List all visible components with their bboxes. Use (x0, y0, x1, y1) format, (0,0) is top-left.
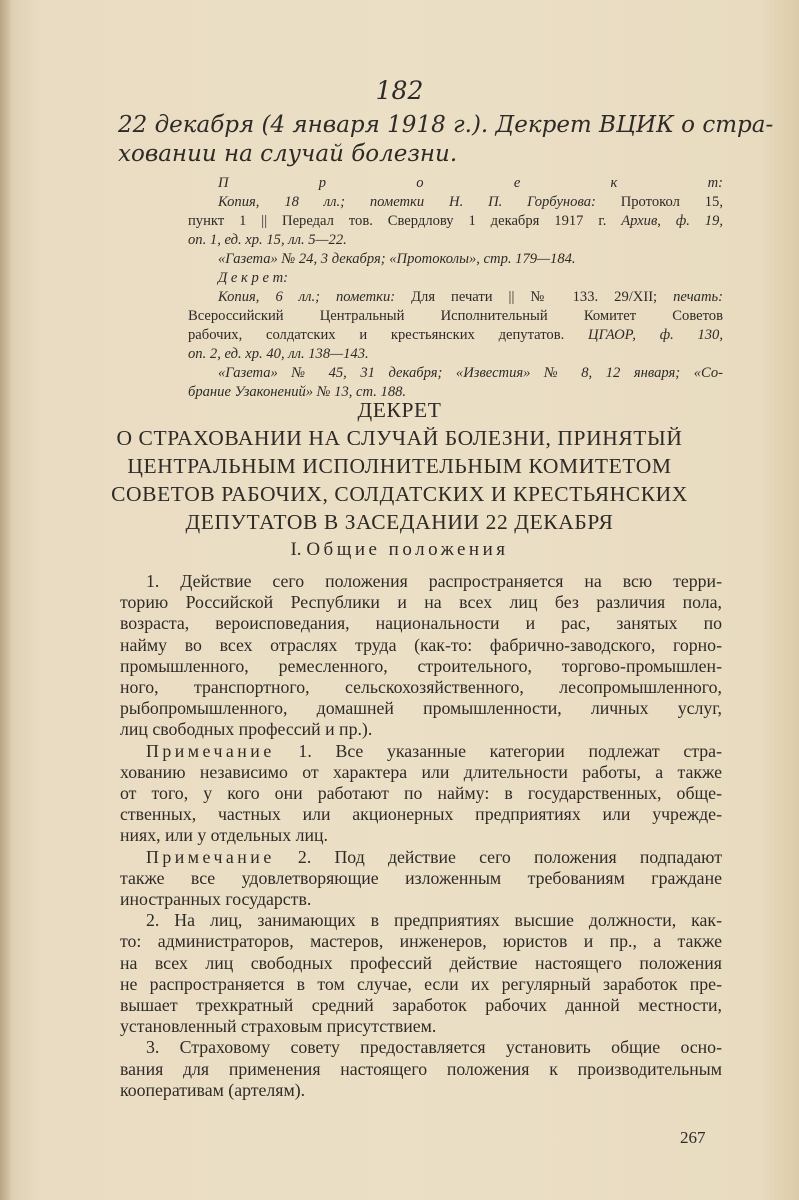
reference-text: пункт 1 || Передал тов. Свердлову 1 декабря 1917 г. (188, 213, 622, 229)
line-text: найму во всех отраслях труда (как-то: фабрично-заводского, горно- (120, 634, 722, 655)
reference-text: Д е к р е т: (218, 270, 289, 286)
line-text: вания для применения настоящего положения к производительным (120, 1058, 722, 1079)
reference-text: Всероссийский Центральный Исполнительный Комитет Советов (188, 308, 723, 324)
line-text: 1. Все указанные категории подлежат стра- (274, 740, 722, 761)
text-line (120, 762, 722, 783)
reference-text: печать: (673, 289, 723, 305)
reference-text: оп. 2, ед. хр. 40, лл. 138—143. (188, 346, 369, 362)
text-line (120, 677, 722, 698)
heading-line: ховании на случай болезни. (118, 141, 458, 167)
line-text: 2. На лиц, занимающих в предприятиях высшие должности, как- (146, 910, 722, 931)
line-text: иностранных государств. (120, 889, 312, 910)
reference-line (188, 345, 723, 364)
line-text: ниях, или у отдельных лиц. (120, 825, 328, 846)
reference-line (188, 307, 723, 326)
text-line (120, 931, 722, 952)
text-line (120, 592, 722, 613)
page-number: 267 (680, 1128, 706, 1147)
line-text: вышает трехкратный средний заработок рабочих данной местности, (120, 995, 722, 1016)
reference-text: П р о е к т: (218, 175, 723, 191)
archival-references (188, 174, 723, 402)
document-number: 182 (375, 76, 424, 105)
text-line (120, 995, 722, 1016)
note-label: Примечание (146, 846, 275, 867)
text-line (120, 719, 722, 740)
section-number: I. (290, 539, 307, 560)
reference-text: оп. 1, ед. хр. 15, лл. 5—22. (188, 232, 347, 248)
decree-body (120, 571, 722, 1101)
line-text: промышленного, ремесленного, строительного, торгово-промышлен- (120, 655, 722, 676)
article-paragraph (120, 571, 722, 741)
line-text: лиц свободных профессий и пр.). (120, 719, 373, 740)
reference-line (188, 364, 723, 383)
reference-text: брание Узаконений» № 13, ст. 188. (188, 384, 407, 400)
line-text: 3. Страховому совету предоставляется установить общие осно- (146, 1037, 722, 1058)
document-heading (118, 111, 774, 169)
reference-line (188, 326, 723, 345)
reference-line (188, 174, 723, 193)
reference-text: рабочих, солдатских и крестьянских депутатов. (188, 327, 589, 343)
reference-line (188, 288, 723, 307)
text-line (120, 571, 722, 592)
text-line (120, 868, 722, 889)
line-text: также все удовлетворяющие изложенным требованиям граждане (120, 867, 722, 888)
text-line (120, 1037, 722, 1058)
line-text: не распространяется в том случае, если их регулярный заработок пре- (120, 973, 722, 994)
text-line (120, 825, 722, 846)
text-line (120, 804, 722, 825)
reference-text: «Газета» № 24, 3 декабря; «Протоколы», стр. 179—184. (218, 251, 576, 267)
note-label: Примечание (146, 740, 275, 761)
reference-text: «Газета» № 45, 31 декабря; «Известия» № 8, 12 января; «Со- (218, 365, 723, 381)
text-line (120, 910, 722, 931)
line-text: ного, транспортного, сельскохозяйственного, лесопромышленного, (120, 677, 722, 698)
note-paragraph (120, 741, 722, 847)
reference-line (188, 269, 723, 288)
text-line (120, 1016, 722, 1037)
line-text: рыбопромышленного, домашней промышленности, личных услуг, (120, 698, 722, 719)
line-text: возраста, вероисповедания, национальности и рас, занятых по (120, 613, 722, 634)
reference-text: Архив, ф. 19, (621, 213, 723, 229)
reference-text: ЦГАОР, ф. 130, (588, 327, 724, 343)
line-text: 1. Действие сего положения распространяется на всю терри- (146, 571, 722, 591)
line-text: на всех лиц свободных профессий действие настоящего положения (120, 952, 722, 973)
reference-line (188, 250, 723, 269)
article-paragraph (120, 910, 722, 1037)
note-paragraph (120, 847, 722, 911)
line-text: то: администраторов, мастеров, инженеров, юристов и пр., а также (120, 931, 722, 952)
text-line (120, 847, 722, 868)
line-text: хованию независимо от характера или длительности работы, а также (120, 761, 722, 782)
decree-title-line: ДЕКРЕТ (357, 398, 442, 422)
reference-line (188, 231, 723, 250)
line-text: установленный страховым присутствием. (120, 1016, 437, 1037)
text-line (120, 613, 722, 634)
text-line (120, 889, 722, 910)
line-text: от того, у кого они работают по найму: в государственных, обще- (120, 783, 722, 804)
decree-title-line: ДЕПУТАТОВ В ЗАСЕДАНИИ 22 ДЕКАБРЯ (185, 510, 614, 534)
decree-title-line: СОВЕТОВ РАБОЧИХ, СОЛДАТСКИХ И КРЕСТЬЯНСКИХ (111, 482, 688, 506)
article-paragraph (120, 1037, 722, 1101)
text-line (120, 783, 722, 804)
line-text: кооперативам (артелям). (120, 1079, 306, 1100)
text-line (120, 953, 722, 974)
decree-title-line: О СТРАХОВАНИИ НА СЛУЧАЙ БОЛЕЗНИ, ПРИНЯТЫЙ (116, 426, 683, 450)
reference-text: Для печати || № 133. 29/XII; (411, 289, 674, 305)
section-heading (0, 539, 799, 561)
reference-line (188, 193, 723, 212)
line-text: ственных, частных или акционерных предприятиях или учрежде- (120, 804, 722, 825)
text-line (120, 741, 722, 762)
text-line (120, 1080, 722, 1101)
section-title: Общие положения (306, 539, 509, 560)
reference-text: Копия, 18 лл.; пометки Н. П. Горбунова: (218, 194, 621, 210)
decree-title (0, 396, 799, 536)
book-binding-shadow (0, 0, 10, 1200)
heading-line: 22 декабря (4 января 1918 г.). Декрет ВЦИК о стра- (118, 112, 774, 138)
text-line (120, 1059, 722, 1080)
text-line (120, 974, 722, 995)
line-text: торию Российской Республики и на всех лиц без различия пола, (120, 592, 722, 613)
decree-title-line: ЦЕНТРАЛЬНЫМ ИСПОЛНИТЕЛЬНЫМ КОМИТЕТОМ (127, 454, 672, 478)
reference-text: Копия, 6 лл.; пометки: (218, 289, 412, 305)
reference-text: Протокол 15, (620, 194, 723, 210)
text-line (120, 656, 722, 677)
text-line (120, 635, 722, 656)
line-text: 2. Под действие сего положения подпадают (274, 846, 722, 867)
text-line (120, 698, 722, 719)
reference-line (188, 212, 723, 231)
